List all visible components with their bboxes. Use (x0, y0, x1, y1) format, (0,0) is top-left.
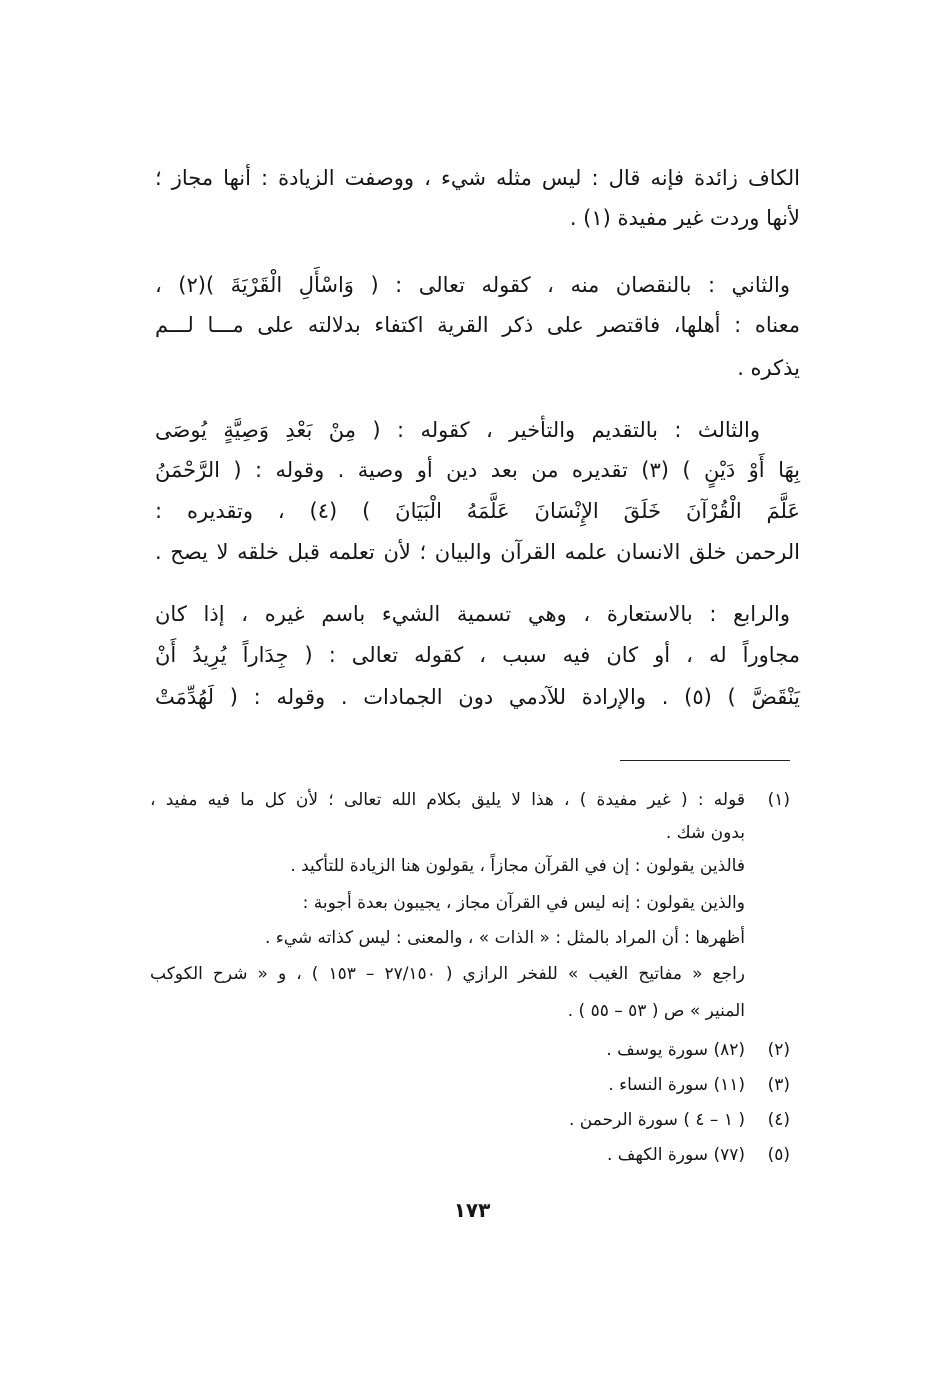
footnote-number: (٤) (767, 1110, 790, 1130)
main-text-line: الكاف زائدة فإنه قال : ليس مثله شيء ، ووصفت الزيادة : أنها مجاز ؛ (155, 166, 800, 190)
main-text-line: والرابع : بالاستعارة ، وهي تسمية الشيء باسم غيره ، إذا كان (155, 602, 790, 626)
footnote-line: راجع « مفاتيح الغيب » للفخر الرازي ( ٢٧/١٥٠ – ١٥٣ ) ، و « شرح الكوكب (150, 964, 746, 984)
footnote-line: قوله : ( غير مفيدة ) ، هذا لا يليق بكلام الله تعالى ؛ لأن كل ما فيه مفيد ، (150, 790, 745, 810)
footnote-divider (620, 760, 790, 761)
footnote-line: ( ١ – ٤ ) سورة الرحمن . (569, 1110, 745, 1130)
main-text-line: بِهَا أَوْ دَيْنٍ ) (٣) تقديره من بعد دين أو وصية . وقوله : ( الرَّحْمَنُ (155, 458, 800, 482)
main-text-line: الرحمن خلق الانسان علمه القرآن والبيان ؛ لأن تعلمه قبل خلقه لا يصح . (155, 540, 800, 564)
main-text-line: يذكره . (737, 356, 800, 380)
footnote-number: (٢) (767, 1040, 790, 1060)
main-text-line: والثالث : بالتقديم والتأخير ، كقوله : ( مِنْ بَعْدِ وَصِيَّةٍ يُوصَى (155, 418, 760, 442)
footnote-number: (٣) (767, 1075, 790, 1095)
footnote-line: (١١) سورة النساء . (608, 1075, 745, 1095)
main-text-line: يَنْقَضَّ ) (٥) . والإرادة للآدمي دون الجمادات . وقوله : ( لَهُدِّمَتْ (155, 685, 800, 709)
main-text-line: مجاوراً له ، أو كان فيه سبب ، كقوله تعالى : ( جِدَاراً يُرِيدُ أَنْ (155, 643, 800, 667)
footnote-number: (١) (767, 790, 790, 810)
main-text-line: لأنها وردت غير مفيدة (١) . (569, 206, 800, 230)
footnote-line: والذين يقولون : إنه ليس في القرآن مجاز ، يجيبون بعدة أجوبة : (302, 893, 745, 913)
footnote-number: (٥) (767, 1145, 790, 1165)
footnote-line: المنير » ص ( ٥٣ – ٥٥ ) . (567, 1001, 745, 1021)
main-text-line: والثاني : بالنقصان منه ، كقوله تعالى : ( وَاسْأَلِ الْقَرْيَةَ )(٢) ، (155, 273, 790, 297)
footnote-line: (٨٢) سورة يوسف . (606, 1040, 745, 1060)
footnote-line: (٧٧) سورة الكهف . (606, 1145, 745, 1165)
footnote-line: بدون شك . (665, 823, 745, 843)
footnote-line: أظهرها : أن المراد بالمثل : « الذات » ، والمعنى : ليس كذاته شيء . (264, 928, 745, 948)
main-text-line: معناه : أهلها، فاقتصر على ذكر القرية اكتفاء بدلالته على مـــا لـــم (155, 313, 800, 337)
main-text-line: عَلَّمَ الْقُرْآنَ خَلَقَ الإِنْسَانَ عَلَّمَهُ الْبَيَانَ ) (٤) ، وتقديره : (155, 499, 800, 523)
footnote-line: فالذين يقولون : إن في القرآن مجازاً ، يقولون هنا الزيادة للتأكيد . (290, 856, 745, 876)
page-number: ١٧٣ (453, 1198, 491, 1222)
